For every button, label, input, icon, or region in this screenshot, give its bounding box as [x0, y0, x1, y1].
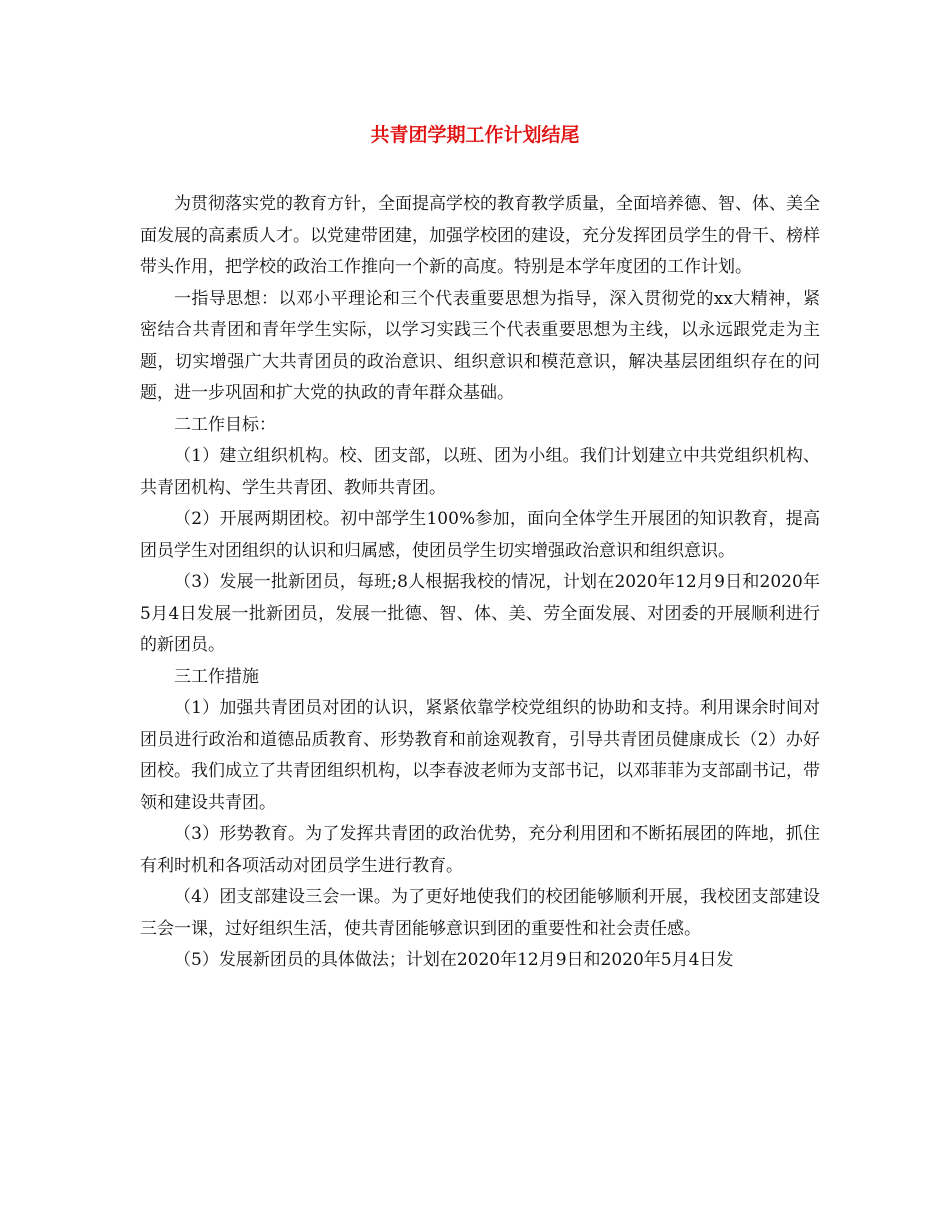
paragraph-guiding-ideology: 一指导思想：以邓小平理论和三个代表重要思想为指导，深入贯彻党的xx大精神，紧密结合共青团和青年学生实际，以学习实践三个代表重要思想为主线，以永远跟党走为主题，切实增强广大共青团员的政治意识、组织意识和模范意识，解决基层团组织存在的问题，进一步巩固和扩大党的执政的青年群众基础。 [140, 288, 820, 403]
paragraph-measure-4: （4）团支部建设三会一课。为了更好地使我们的校团能够顺利开展，我校团支部建设三会一课，过好组织生活，使共青团能够意识到团的重要性和社会责任感。 [140, 887, 820, 939]
paragraph-measure-1: （1）加强共青团员对团的认识，紧紧依靠学校党组织的协助和支持。利用课余时间对团员进行政治和道德品质教育、形势教育和前途观教育，引导共青团员健康成长（2）办好团校。我们成立了共青团组织机构，以李春波老师为支部书记，以邓菲菲为支部副书记，带领和建设共青团。 [140, 698, 820, 813]
paragraph-intro: 为贯彻落实党的教育方针，全面提高学校的教育教学质量，全面培养德、智、体、美全面发展的高素质人才。以党建带团建，加强学校团的建设，充分发挥团员学生的骨干、榜样带头作用，把学校的政治工作推向一个新的高度。特别是本学年度团的工作计划。 [140, 194, 820, 277]
paragraph-goal-3: （3）发展一批新团员，每班;8人根据我校的情况，计划在2020年12月9日和2020年5月4日发展一批新团员，发展一批德、智、体、美、劳全面发展、对团委的开展顺利进行的新团员。 [140, 572, 820, 655]
paragraph-measure-3: （3）形势教育。为了发挥共青团的政治优势，充分利用团和不断拓展团的阵地，抓住有利时机和各项活动对团员学生进行教育。 [140, 824, 820, 876]
paragraph-goal-1: （1）建立组织机构。校、团支部，以班、团为小组。我们计划建立中共党组织机构、共青团机构、学生共青团、教师共青团。 [140, 446, 820, 498]
paragraph-goal-2: （2）开展两期团校。初中部学生100%参加，面向全体学生开展团的知识教育，提高团员学生对团组织的认识和归属感，使团员学生切实增强政治意识和组织意识。 [140, 509, 820, 561]
section-heading-measures: 三工作措施 [174, 666, 259, 687]
document-title: 共青团学期工作计划结尾 [370, 124, 580, 146]
document-body [140, 189, 820, 977]
paragraph-measure-5: （5）发展新团员的具体做法；计划在2020年12月9日和2020年5月4日发 [174, 950, 734, 970]
section-heading-goals: 二工作目标： [174, 414, 276, 435]
